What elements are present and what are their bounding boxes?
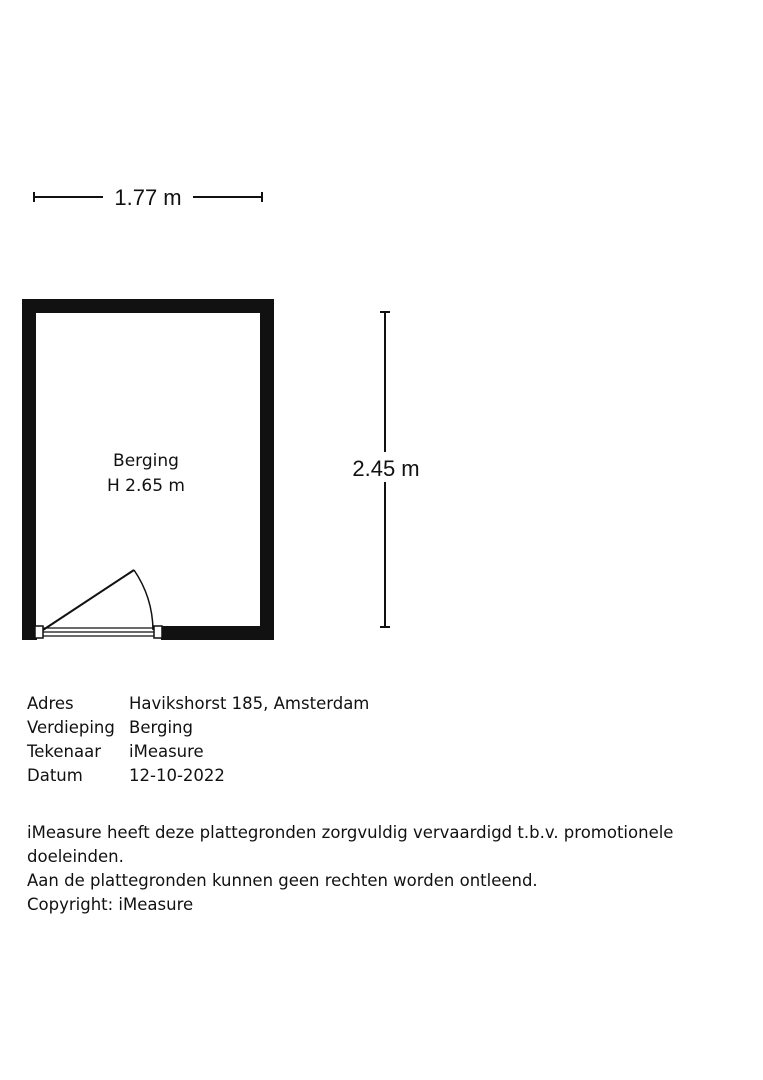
depth-dimension-label: 2.45 m <box>352 456 420 481</box>
disclaimer-line: Aan de plattegronden kunnen geen rechten worden ontleend. <box>27 871 538 890</box>
width-dimension <box>34 185 262 210</box>
info-value: Berging <box>129 718 193 737</box>
info-row-address <box>27 692 369 716</box>
room-height: H 2.65 m <box>106 476 186 496</box>
door-swing-arc <box>134 570 153 630</box>
width-dimension-label: 1.77 m <box>114 185 182 210</box>
info-row-drafter <box>27 740 369 764</box>
room-name: Berging <box>113 451 179 471</box>
depth-dimension <box>345 312 427 627</box>
info-value: Havikshorst 185, Amsterdam <box>129 694 370 713</box>
info-row-floor <box>27 716 369 740</box>
info-block <box>27 692 369 788</box>
info-value: iMeasure <box>129 742 204 761</box>
disclaimer <box>27 821 763 917</box>
info-label: Tekenaar <box>27 742 102 761</box>
info-label: Verdieping <box>27 718 115 737</box>
copyright-line: Copyright: iMeasure <box>27 895 194 914</box>
door-jamb-right <box>154 626 162 638</box>
info-row-date <box>27 764 369 788</box>
door-jamb-left <box>35 626 43 638</box>
disclaimer-line: iMeasure heeft deze plattegronden zorgvuldig vervaardigd t.b.v. promotionele doeleinden. <box>27 823 674 866</box>
info-value: 12-10-2022 <box>129 766 225 785</box>
door-leaf <box>43 570 134 630</box>
room-berging <box>29 306 267 640</box>
info-label: Adres <box>27 694 74 713</box>
info-label: Datum <box>27 766 83 785</box>
